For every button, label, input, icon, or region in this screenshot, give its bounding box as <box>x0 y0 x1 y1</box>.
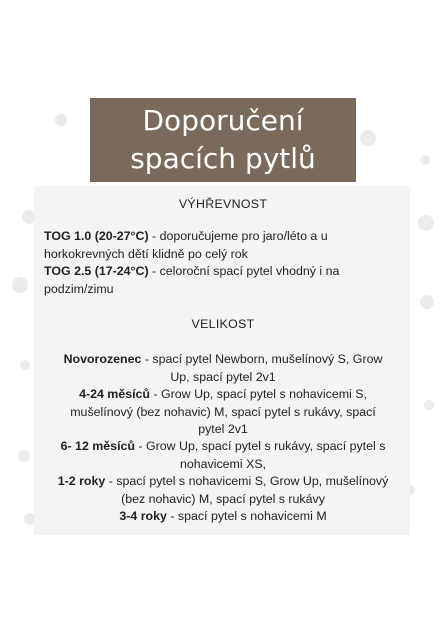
background-dot <box>424 400 434 410</box>
size-item-text: - spací pytel s nohavicemi M <box>166 509 327 524</box>
warmth-item-text: - celoroční spací pytel vhodný i na <box>148 264 340 279</box>
warmth-item-text: podzim/zimu <box>44 281 114 296</box>
size-item <box>44 438 402 473</box>
size-item-text: - spací pytel Newborn, mušelínový S, Grow <box>141 352 383 367</box>
background-dot <box>18 450 30 462</box>
title-banner <box>90 98 356 182</box>
background-dot <box>420 295 434 309</box>
size-item-text: - spací pytel s nohavicemi S, Grow Up, mušelínový <box>105 474 389 489</box>
size-item-text: - Grow Up, spací pytel s rukávy, spací pytel s <box>134 439 386 454</box>
background-dot <box>360 130 376 146</box>
warmth-item-text: horkokrevných dětí klidně po celý rok <box>44 246 248 261</box>
size-item-label: 3-4 roky <box>119 509 167 524</box>
background-dot <box>55 114 67 126</box>
background-dot <box>12 277 28 293</box>
warmth-item-label: TOG 2.5 (17-24°C) <box>44 264 149 279</box>
size-item <box>44 473 402 508</box>
size-item-text: nohavicemi XS, <box>179 456 267 471</box>
background-dot <box>20 360 30 370</box>
warmth-heading: VÝHŘEVNOST <box>178 197 268 211</box>
size-item-label: 4-24 měsíců <box>79 387 151 402</box>
background-dot <box>418 215 434 231</box>
title-line-2: spacích pytlů <box>130 142 316 175</box>
size-item-text: mušelínový (bez nohavic) M, spací pytel s rukávy, spací <box>70 404 376 419</box>
background-dot <box>420 155 430 165</box>
title-line-1: Doporučení <box>142 104 304 137</box>
warmth-item <box>44 263 402 298</box>
size-item-label: Novorozenec <box>63 352 142 367</box>
size-item-text: pytel 2v1 <box>198 422 248 437</box>
size-item <box>44 386 402 438</box>
info-card <box>34 186 410 535</box>
size-item-text: - Grow Up, spací pytel s nohavicemi S, <box>150 387 367 402</box>
size-item-label: 1-2 roky <box>57 474 106 489</box>
size-item-label: 6- 12 měsíců <box>60 439 135 454</box>
size-item-text: (bez nohavic) M, spací pytel s rukávy <box>121 491 325 506</box>
size-item <box>44 351 402 386</box>
warmth-item <box>44 228 402 263</box>
size-item <box>44 508 402 525</box>
size-item-text: Up, spací pytel 2v1 <box>170 369 276 384</box>
warmth-item-label: TOG 1.0 (20-27°C) <box>44 229 149 244</box>
warmth-item-text: - doporučujeme pro jaro/léto a u <box>148 229 328 244</box>
sizes-heading: VELIKOST <box>191 317 255 332</box>
